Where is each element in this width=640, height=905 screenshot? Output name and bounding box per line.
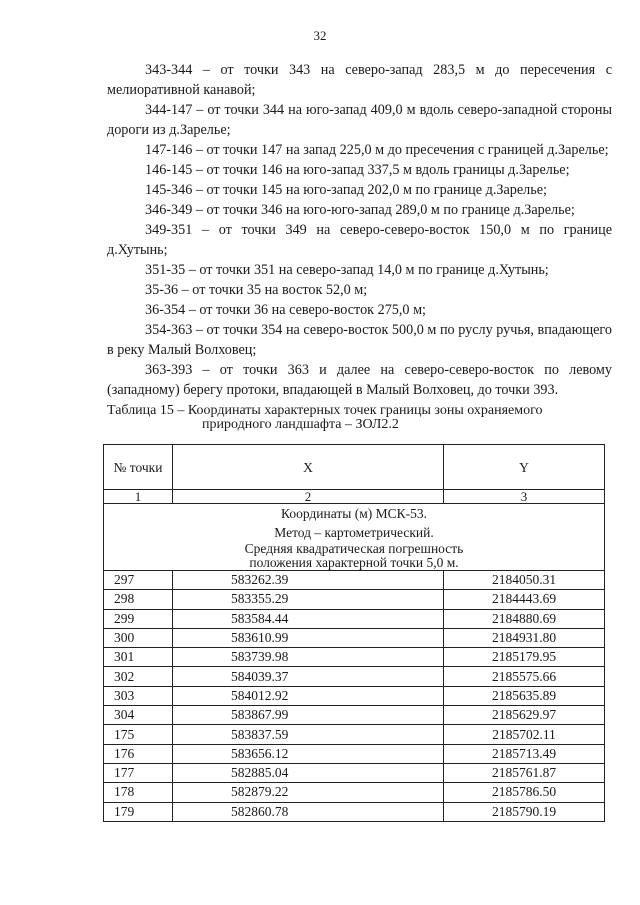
cell-x: 584039.37 (173, 667, 444, 686)
table-row (104, 744, 605, 763)
paragraph: 147-146 – от точки 147 на запад 225,0 м до пресечения с границей д.Зарелье; (145, 142, 609, 158)
column-number: 3 (444, 490, 605, 504)
paragraph: 363-393 – от точки 363 и далее на северо-северо-восток по левому (западному) берегу протоки, впадающей в Малый Волховец, до точки 393. (107, 362, 612, 398)
table-row (104, 686, 605, 705)
cell-x: 582879.22 (173, 783, 444, 802)
table-row (104, 667, 605, 686)
cell-x: 583739.98 (173, 648, 444, 667)
route-description (107, 60, 612, 400)
column-number: 2 (173, 490, 444, 504)
cell-y: 2185575.66 (444, 667, 605, 686)
cell-x: 584012.92 (173, 686, 444, 705)
cell-y: 2184050.31 (444, 571, 605, 590)
meta-line: Координаты (м) МСК-53. (280, 506, 427, 521)
cell-x: 583610.99 (173, 628, 444, 647)
cell-y: 2185635.89 (444, 686, 605, 705)
cell-x: 583262.39 (173, 571, 444, 590)
cell-point: 303 (104, 686, 173, 705)
paragraph: 35-36 – от точки 35 на восток 52,0 м; (145, 282, 368, 298)
cell-point: 297 (104, 571, 173, 590)
table-row (104, 628, 605, 647)
cell-point: 300 (104, 628, 173, 647)
table-row (104, 609, 605, 628)
header-point: № точки (104, 445, 173, 490)
cell-y: 2184880.69 (444, 609, 605, 628)
cell-y: 2184931.80 (444, 628, 605, 647)
table-row (104, 571, 605, 590)
coordinate-system-info (104, 504, 605, 571)
cell-point: 304 (104, 706, 173, 725)
cell-point: 177 (104, 763, 173, 782)
cell-y: 2185786.50 (444, 783, 605, 802)
table-row (104, 648, 605, 667)
paragraph: 354-363 – от точки 354 на северо-восток 500,0 м по руслу ручья, впадающего в реку Малый Волховец; (107, 322, 612, 358)
cell-x: 583584.44 (173, 609, 444, 628)
cell-x: 583656.12 (173, 744, 444, 763)
paragraph: 343-344 – от точки 343 на северо-запад 283,5 м до пересечения с мелиоративной канавой; (107, 62, 612, 98)
coordinate-system-row (104, 504, 605, 571)
column-number-row (104, 490, 605, 504)
caption-line-1: Таблица 15 – Координаты характерных точек границы зоны охраняемого (107, 403, 543, 418)
paragraph: 349-351 – от точки 349 на северо-северо-восток 150,0 м по границе д.Хутынь; (107, 222, 612, 258)
cell-point: 175 (104, 725, 173, 744)
cell-y: 2185761.87 (444, 763, 605, 782)
table-row (104, 725, 605, 744)
header-y: Y (444, 445, 605, 490)
cell-point: 298 (104, 590, 173, 609)
table-row (104, 783, 605, 802)
cell-point: 178 (104, 783, 173, 802)
table-row (104, 706, 605, 725)
table-row (104, 763, 605, 782)
cell-y: 2185702.11 (444, 725, 605, 744)
cell-x: 582885.04 (173, 763, 444, 782)
cell-y: 2185713.49 (444, 744, 605, 763)
meta-line: Метод – картометрический. (274, 525, 434, 540)
table-header-row (104, 445, 605, 490)
cell-point: 299 (104, 609, 173, 628)
column-number: 1 (104, 490, 173, 504)
cell-y: 2185179.95 (444, 648, 605, 667)
cell-y: 2184443.69 (444, 590, 605, 609)
cell-x: 583355.29 (173, 590, 444, 609)
paragraph: 145-346 – от точки 145 на юго-запад 202,0 м по границе д.Зарелье; (145, 182, 547, 198)
table-row (104, 802, 605, 821)
cell-x: 583837.59 (173, 725, 444, 744)
paragraph: 351-35 – от точки 351 на северо-запад 14,0 м по границе д.Хутынь; (145, 262, 549, 278)
paragraph: 36-354 – от точки 36 на северо-восток 275,0 м; (145, 302, 426, 318)
header-x: X (173, 445, 444, 490)
cell-point: 302 (104, 667, 173, 686)
coordinates-table (103, 444, 605, 822)
table-caption (107, 404, 612, 432)
cell-x: 582860.78 (173, 802, 444, 821)
cell-point: 301 (104, 648, 173, 667)
cell-y: 2185629.97 (444, 706, 605, 725)
cell-point: 179 (104, 802, 173, 821)
cell-y: 2185790.19 (444, 802, 605, 821)
cell-point: 176 (104, 744, 173, 763)
caption-line-2: природного ландшафта – ЗОЛ2.2 (202, 417, 399, 432)
table-body (104, 571, 605, 822)
paragraph: 344-147 – от точки 344 на юго-запад 409,0 м вдоль северо-западной стороны дороги из д.Зарелье; (107, 102, 612, 138)
page-number: 32 (313, 28, 327, 43)
paragraph: 346-349 – от точки 346 на юго-юго-запад 289,0 м по границе д.Зарелье; (145, 202, 575, 218)
meta-line: Средняя квадратическая погрешность положения характерной точки 5,0 м. (244, 541, 464, 570)
paragraph: 146-145 – от точки 146 на юго-запад 337,5 м вдоль границы д.Зарелье; (145, 162, 570, 178)
cell-x: 583867.99 (173, 706, 444, 725)
table-row (104, 590, 605, 609)
